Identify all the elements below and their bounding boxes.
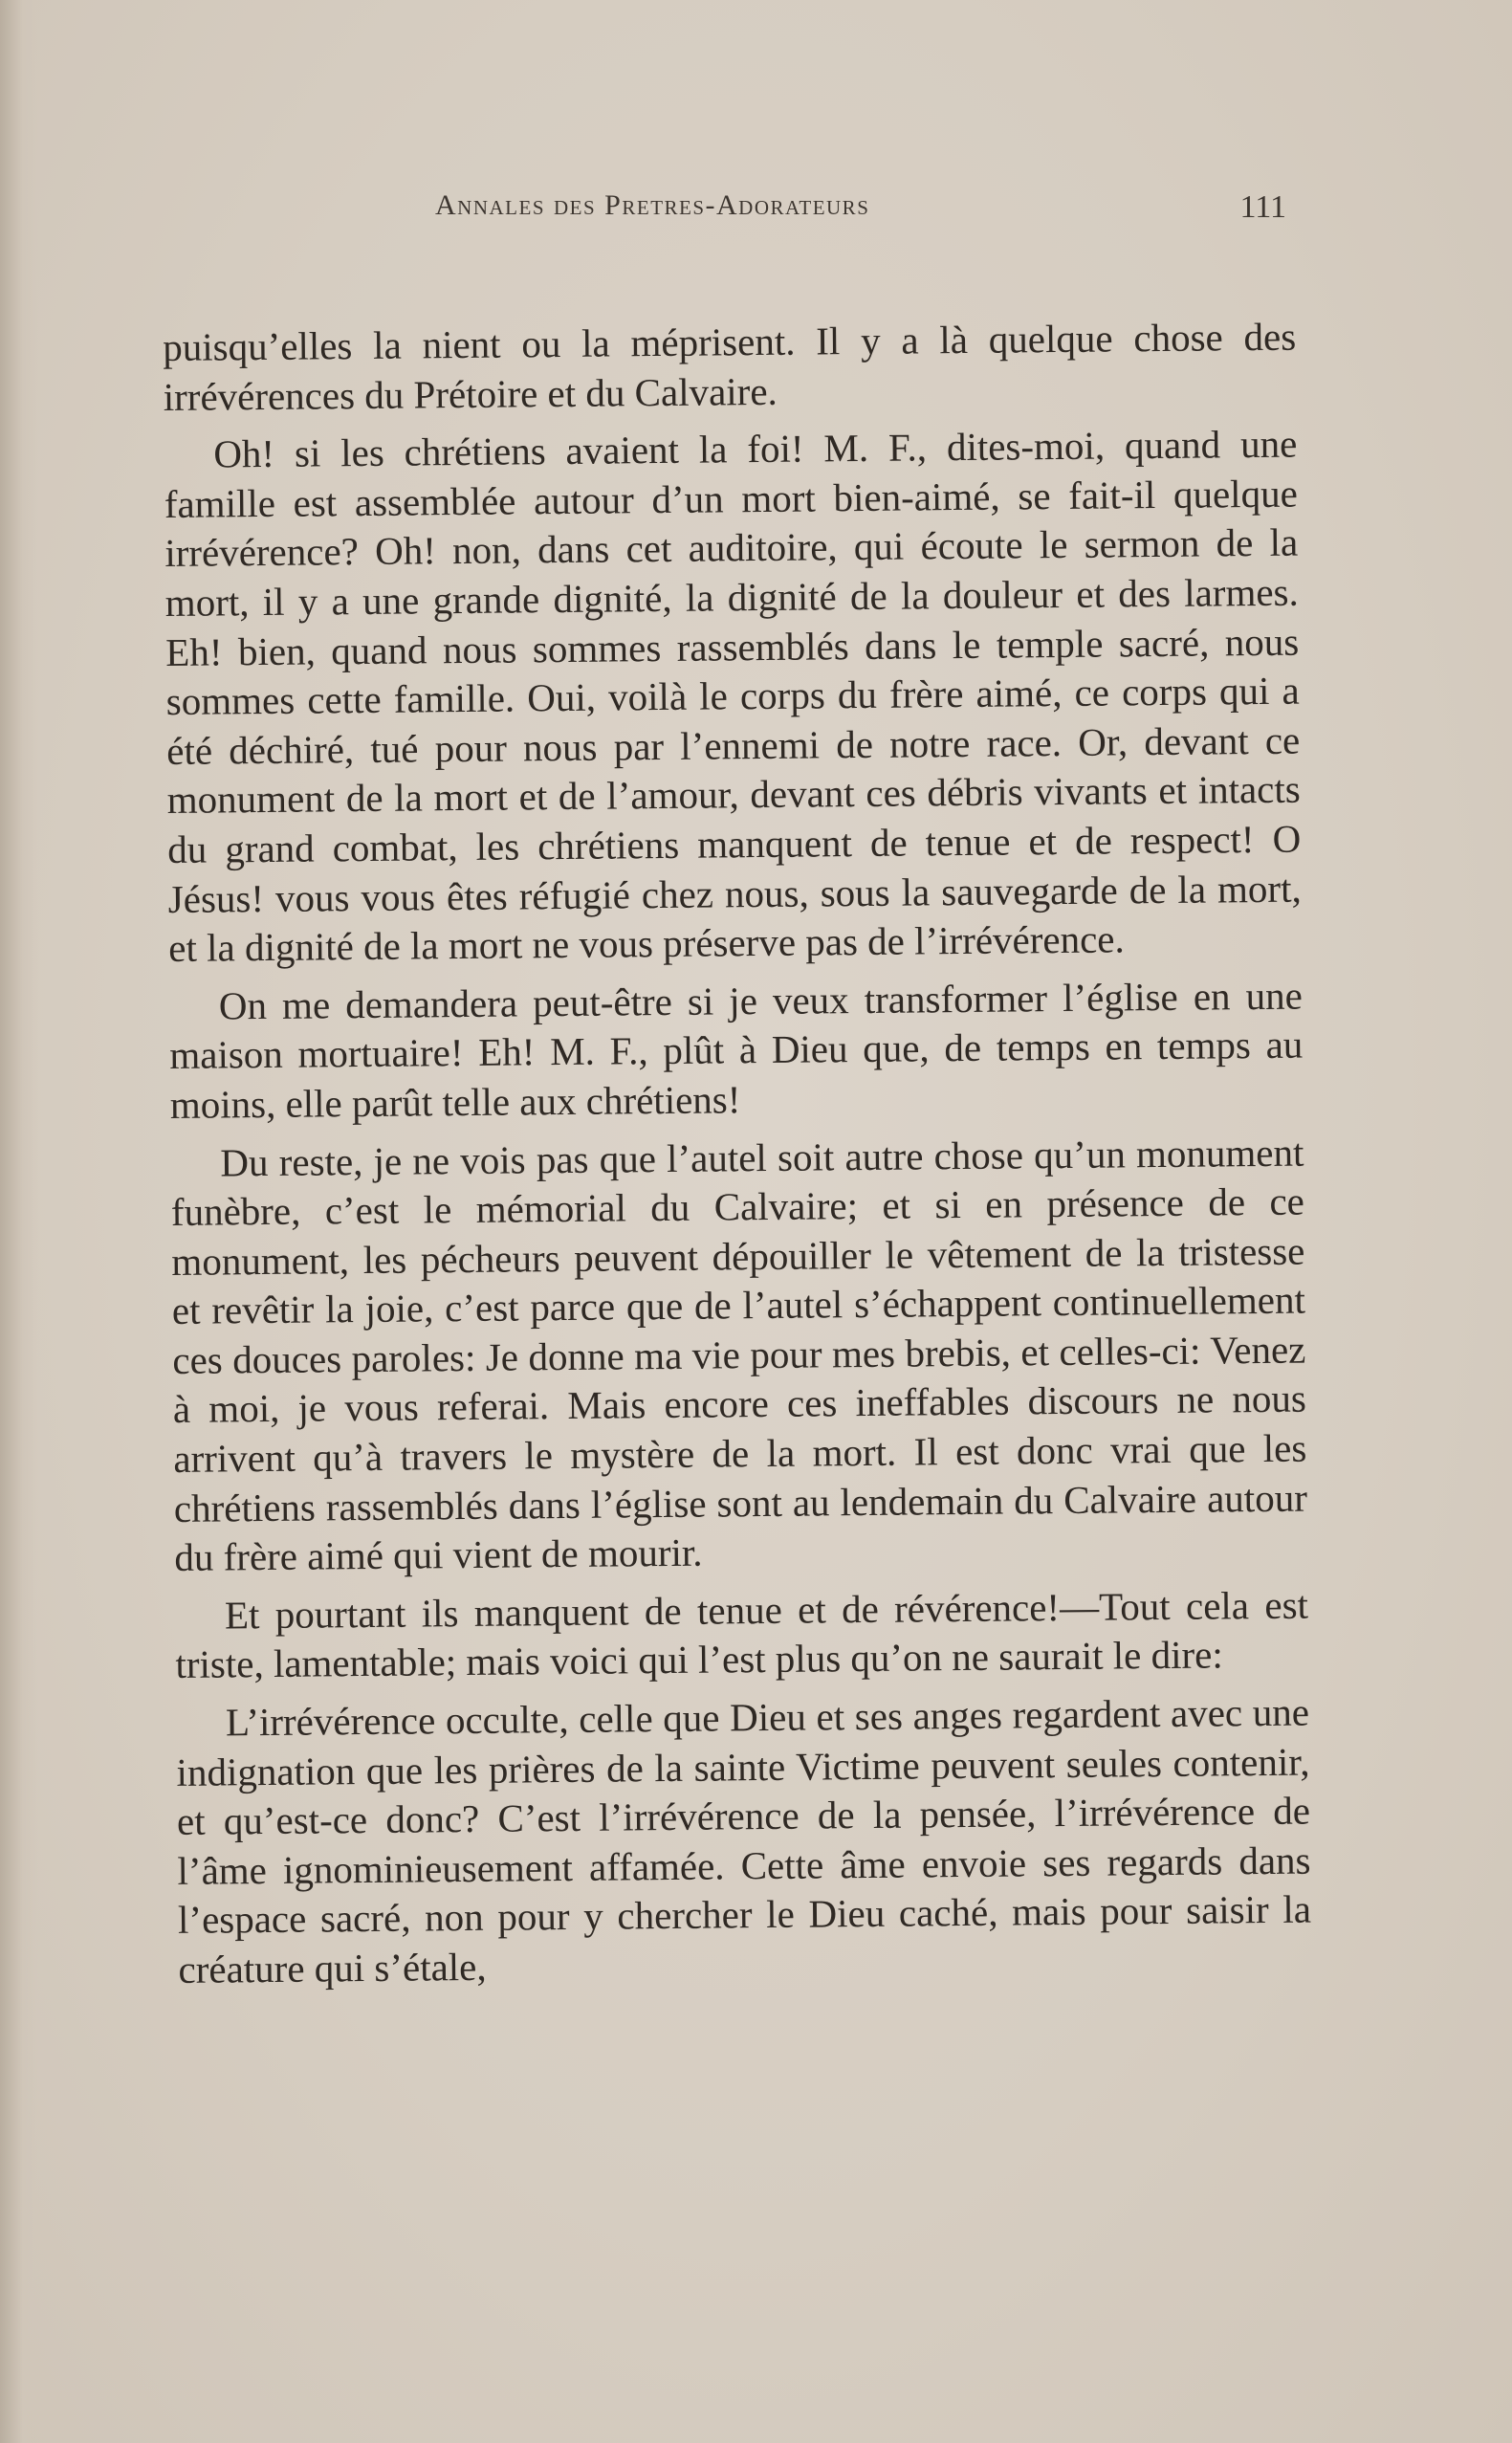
page-number: 111 (1239, 189, 1286, 225)
paragraph: Et pourtant ils manquent de tenue et de révérence!—Tout cela est triste, lamentable; mais voici qui l’est plus qu’on ne saurait le dire: (175, 1582, 1309, 1687)
running-header (435, 189, 1301, 237)
paragraph: L’irrévérence occulte, celle que Dieu et ses anges regardent avec une indignation que les prières de la sainte Victime peuvent seules contenir, et qu’est-ce donc? C’est l’irrévérence de la pensée, l’irrévérence de l’âme ignominieusement affamée. Cette âme envoie ses regards dans l’espace sacré, non pour y chercher le Dieu caché, mais pour saisir la créature qui s’étale, (176, 1689, 1312, 1992)
running-title: Annales des Pretres-Adorateurs (435, 189, 870, 221)
body-text (163, 313, 1312, 1995)
paragraph: On me demandera peut-être si je veux transformer l’église en une maison mortuaire! Eh! M. F., plût à Dieu que, de temps en temps au moins, elle parût telle aux chrétiens! (169, 973, 1304, 1127)
paragraph-continuation: puisqu’elles la nient ou la méprisent. Il y a là quelque chose des irrévérences du Prétoire et du Calvaire. (163, 314, 1297, 419)
page-spine-shadow (0, 0, 38, 2443)
paragraph: Du reste, je ne vois pas que l’autel soit autre chose qu’un monument funèbre, c’est le mémorial du Calvaire; et si en présence de ce monument, les pécheurs peuvent dépouiller le vêtement de la tristesse et revêtir la joie, c’est parce que de l’autel s’échappent continuellement ces douces paroles: Je donne ma vie pour mes brebis, et celles-ci: Venez à moi, je vous referai. Mais encore ces ineffables discours ne nous arrivent qu’à travers le mystère de la mort. Il est donc vrai que les chrétiens rassemblés dans l’église sont au lendemain du Calvaire autour du frère aimé qui vient de mourir. (170, 1130, 1308, 1580)
paragraph: Oh! si les chrétiens avaient la foi! M. F., dites-moi, quand une famille est assemblée autour d’un mort bien-aimé, se fait-il quelque irrévérence? Oh! non, dans cet auditoire, qui écoute le sermon de la mort, il y a une grande dignité, la dignité de la douleur et des larmes. Eh! bien, quand nous sommes rassemblés dans le temple sacré, nous sommes cette famille. Oui, voilà le corps du frère aimé, ce corps qui a été déchiré, tué pour nous par l’ennemi de notre race. Or, devant ce monument de la mort et de l’amour, devant ces débris vivants et intacts du grand combat, les chrétiens manquent de tenue et de respect! O Jésus! vous vous êtes réfugié chez nous, sous la sauvegarde de la mort, et la dignité de la mort ne vous préserve pas de l’irrévérence. (164, 421, 1302, 971)
